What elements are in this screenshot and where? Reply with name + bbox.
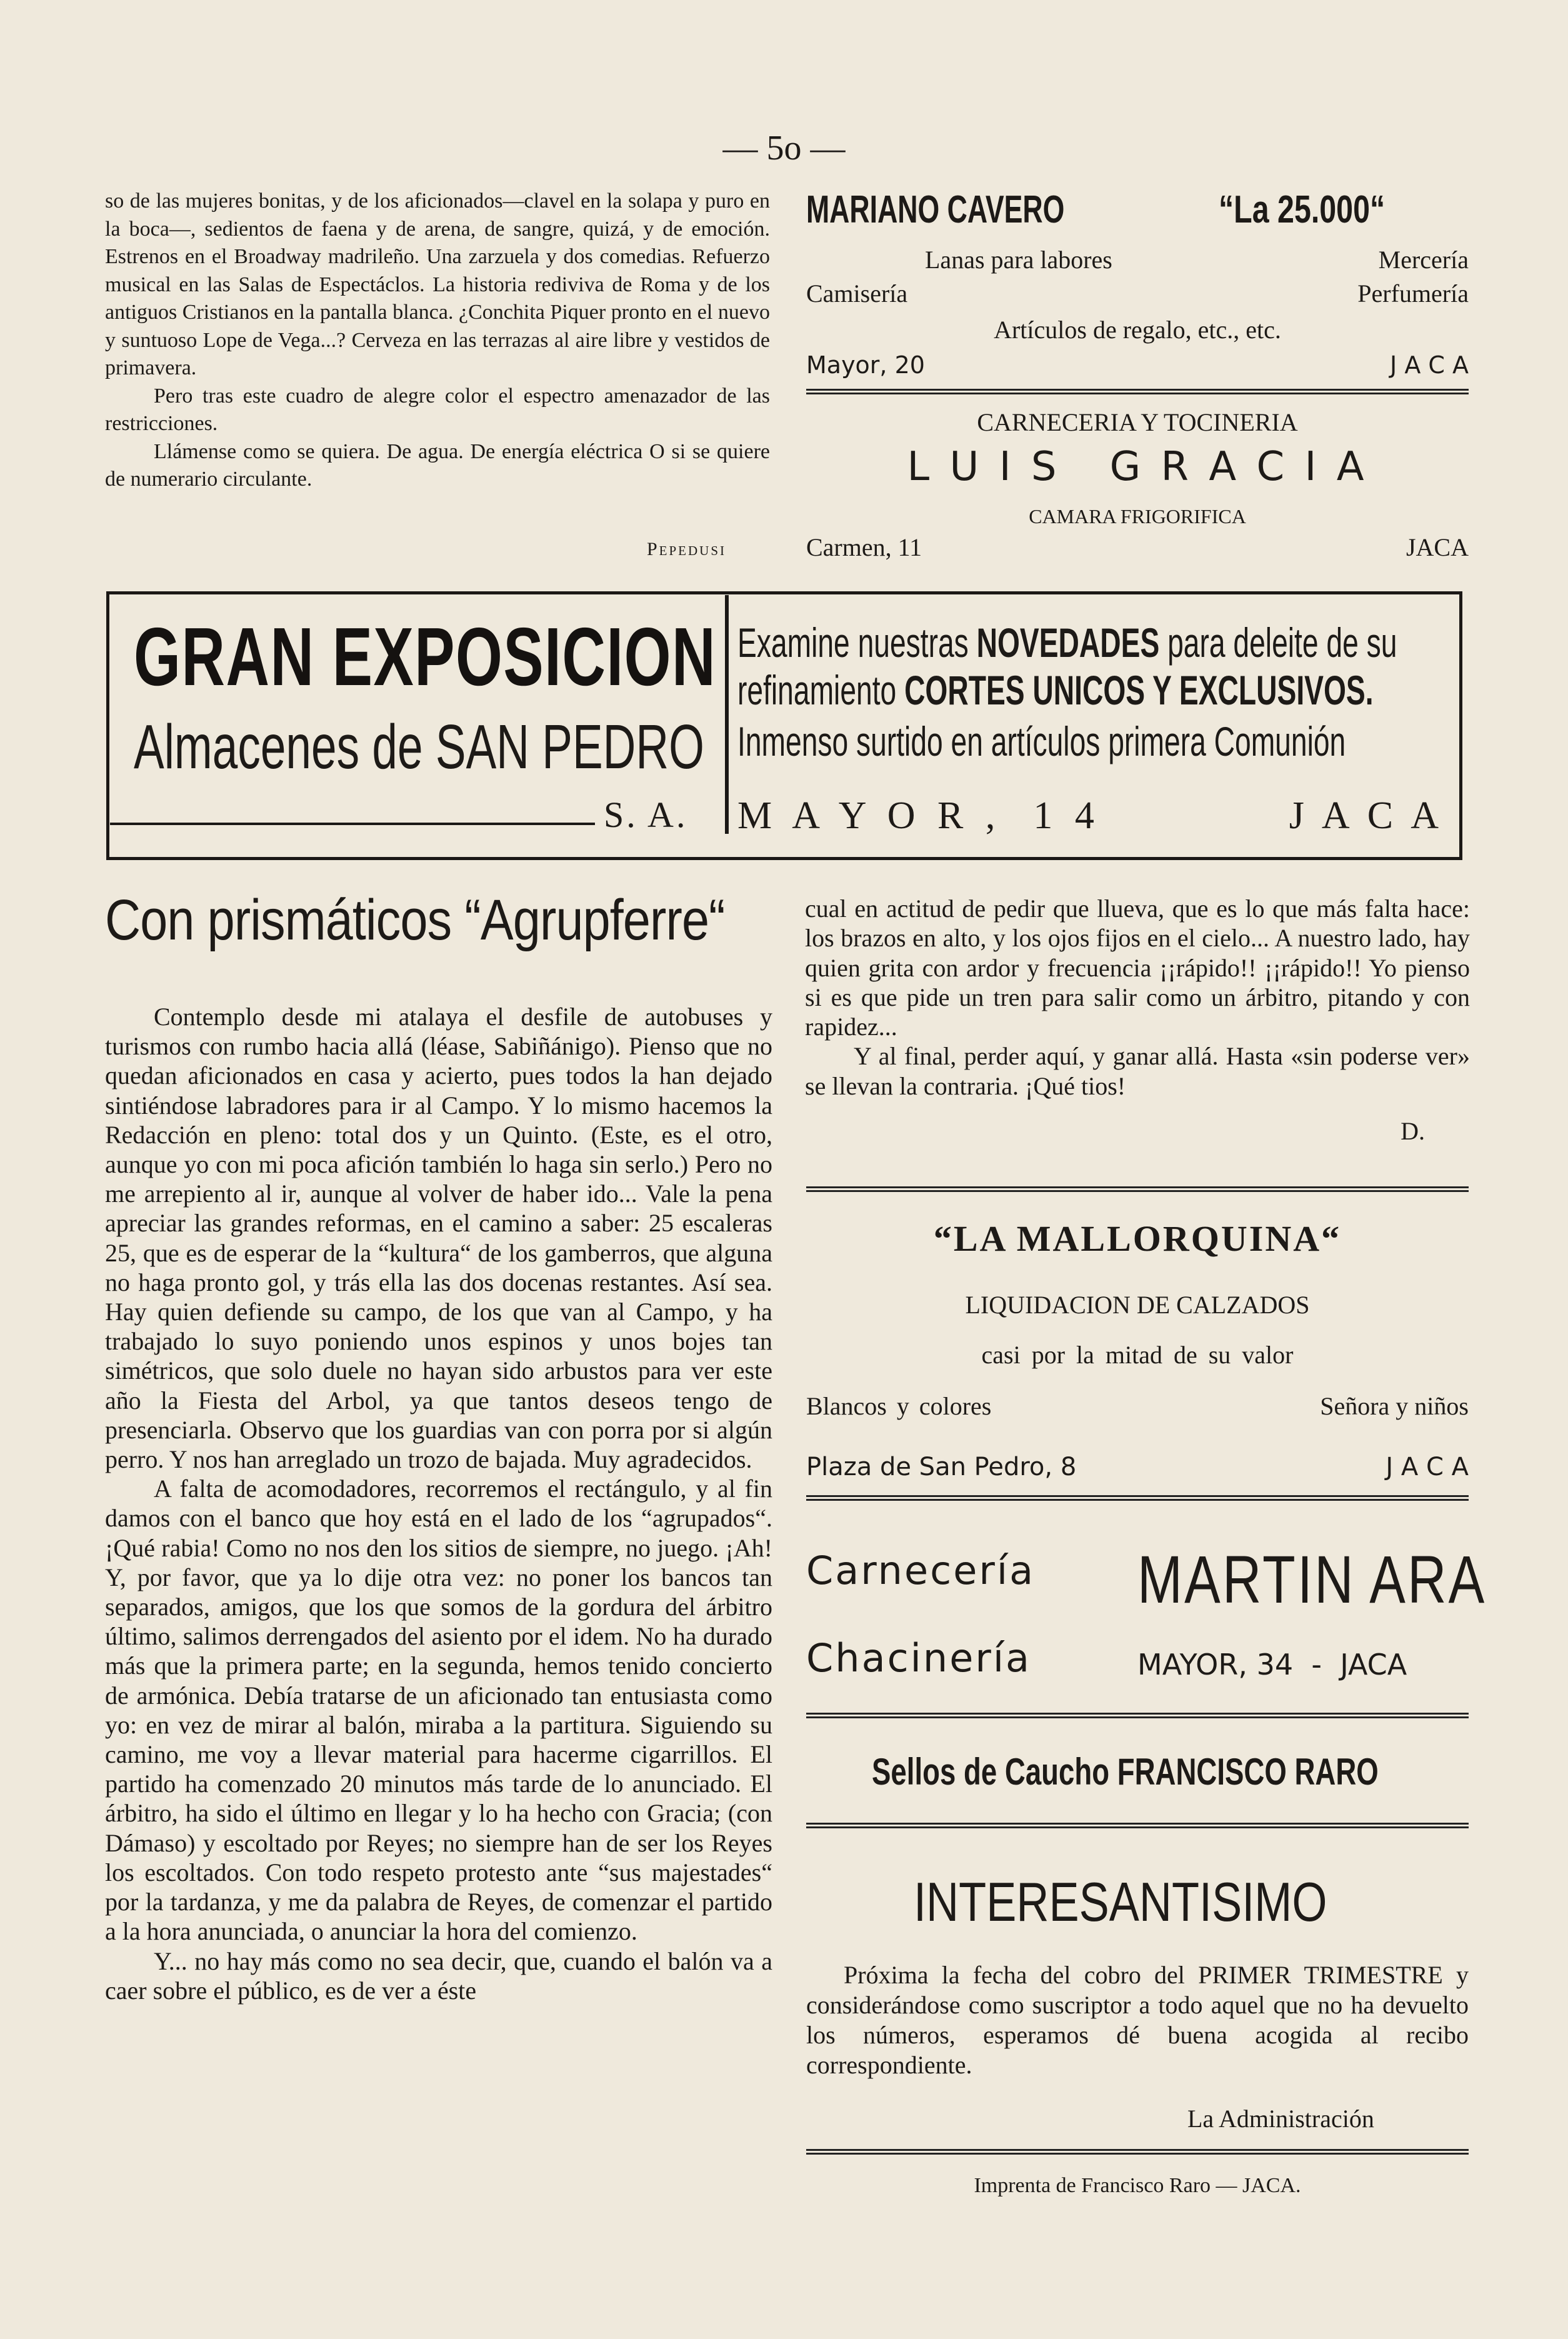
article-continuation-paragraph: Y al final, perder aquí, y ganar allá. Hasta «sin poderse ver» se llevan la contraria. ¡Qué tios! (805, 1042, 1470, 1100)
exposicion-divider (725, 595, 729, 834)
martin-name: MARTIN ARA (1137, 1541, 1487, 1617)
mallorquina-address: Plaza de San Pedro, 8 (806, 1453, 1077, 1481)
mallorquina-left: Blancos y colores (806, 1392, 992, 1420)
cavero-brand: “La 25.000“ (1219, 188, 1386, 231)
mallorquina-city: J A C A (1386, 1453, 1469, 1481)
divider-rule (806, 389, 1469, 394)
exposicion-line3: Inmenso surtido en artículos primera Comunión (737, 718, 1346, 764)
mallorquina-right: Señora y niños (1320, 1392, 1469, 1420)
divider-rule (806, 1186, 1469, 1192)
page-number: — 5o — (722, 129, 846, 168)
article-paragraph: A falta de acomodadores, recorremos el rectángulo, y al fin damos con el banco que hoy está en el lado de los “agrupados“. ¡Qué rabia! Como no nos den los sitios de siempre, no juego. ¡Ah! Y, por favor, que ya lo dije otra vez: no poner los bancos tan separados, amigos, que los que somos de la gordura del árbitro último, salimos derrengados del asiento por el idem. No ha durado más que la primera parte; en la segunda, hemos tenido concierto de armónica. Debía tratarse de un aficionado tan entusiasta como yo: en vez de mirar al balón, miraba a la partitura. Siguiendo su camino, me voy a llevar material para hacerme cigarrillos. El partido ha comenzado 20 minutos más tarde de lo anunciado. El árbitro, ha sido el último en llegar y lo ha hecho con Gracia; (con Dámaso) y escoltado por Reyes; no siempre han de ser los Reyes los escoltados. Con todo respeto protesto ante “sus majestades“ por la tardanza, y me da palabra de Reyes, de comenzar el partido a la hora anunciada, o anunciar la hora del comienzo. (105, 1475, 772, 1946)
article-continuation-paragraph: cual en actitud de pedir que llueva, que es lo que más falta hace: los brazos en alto, y los ojos fijos en el cielo... A nuestro lado, hay quien grita con ardor y frecuencia ¡¡rápido!! ¡¡rápido!! Yo pienso si es que pide un tren para salir como un árbitro, pitando y con rapidez... (805, 894, 1470, 1041)
divider-rule (806, 1823, 1469, 1828)
exposicion-store: Almacenes de SAN PEDRO (134, 712, 704, 782)
exposicion-footer-rule (110, 823, 595, 825)
left-top-paragraph: Pero tras este cuadro de alegre color el espectro amenazador de las restricciones. (105, 384, 770, 435)
exposicion-footer-city: J A C A (1289, 794, 1444, 837)
imprenta-footer: Imprenta de Francisco Raro — JACA. (974, 2174, 1301, 2197)
martin-line2: Chacinería (806, 1635, 1032, 1681)
interesantisimo-title: INTERESANTISIMO (914, 1871, 1327, 1933)
gracia-address: Carmen, 11 (806, 533, 922, 561)
cavero-city: J A C A (1390, 351, 1469, 379)
article-paragraph: Y... no hay más como no sea decir, que, cuando el balón va a caer sobre el público, es de ver a éste (105, 1946, 772, 2005)
exposicion-footer-sa: S. A. (604, 794, 688, 835)
exposicion-line1-a: Examine nuestras (737, 619, 977, 666)
article-paragraph: Contemplo desde mi atalaya el desfile de autobuses y turismos con rumbo hacia allá (léase, Sabiñánigo). Pienso que no quedan aficionados en casa y acierto, pues todos la han dejado sintiéndose labradores para ir al Campo. Y lo mismo hacemos la Redacción en pleno: total dos y un Quinto. (Este, es el otro, aunque yo con mi poca afición también lo haga sin serlo.) Pero no me arrepiento al ir, aunque al volver de haber ido... Vale la pena apreciar las grandes reformas, en el camino a saber: 25 escaleras 25, que es de esperar de la “kultura“ de los gamberros, que alguna no haga pronto gol, y trás ella las dos docenas restantes. Así sea. Hay quien defiende su campo, de los que van al Campo, y ha trabajado lo suyo poniendo unos espinos y unos bojes tan simétricos, que solo duele no hayan sido arbustos para ver este año la Fiesta del Arbol, ya que tantos deseos tengo de presenciarla. Observo que los guardias van con porra por si algún perro. Y nos han arreglado un trozo de bajada. Muy agradecidos. (105, 1003, 772, 1474)
divider-rule (806, 1713, 1469, 1718)
exposicion-line1-b: NOVEDADES (976, 619, 1160, 666)
divider-rule (806, 1495, 1469, 1501)
article-title: Con prismáticos “Agrupferre“ (105, 888, 725, 952)
cavero-name: MARIANO CAVERO (806, 188, 1065, 231)
exposicion-line1-c: para deleite de su (1159, 619, 1397, 666)
mallorquina-line2: casi por la mitad de su valor (981, 1341, 1294, 1369)
gracia-heading: CARNECERIA Y TOCINERIA (977, 408, 1298, 436)
cavero-line1-left: Lanas para labores (925, 246, 1112, 274)
interesantisimo-sign: La Administración (1187, 2105, 1374, 2133)
sellos-text: Sellos de Caucho FRANCISCO RARO (872, 1751, 1379, 1793)
martin-line1: Carnecería (806, 1548, 1036, 1593)
exposicion-line2-b: CORTES UNICOS Y EXCLUSIVOS. (904, 667, 1374, 713)
gracia-name: L U I S G R A C I A (907, 444, 1368, 490)
exposicion-title: GRAN EXPOSICION (134, 611, 717, 703)
article-body (105, 1002, 772, 2005)
exposicion-line2 (737, 666, 1374, 714)
divider-rule (806, 2149, 1469, 2155)
article-continuation (805, 894, 1470, 1101)
cavero-line1-right: Mercería (1378, 246, 1469, 274)
exposicion-line1 (737, 619, 1397, 666)
mallorquina-name: “LA MALLORQUINA“ (933, 1218, 1342, 1259)
martin-address: MAYOR, 34 - JACA (1137, 1648, 1407, 1681)
cavero-line2-left: Camisería (806, 279, 908, 308)
left-top-signature: Pepedusi (646, 539, 726, 559)
cavero-line3: Artículos de regalo, etc., etc. (994, 316, 1281, 344)
left-top-text (105, 188, 770, 494)
gracia-city: JACA (1406, 533, 1469, 561)
gracia-sub: CAMARA FRIGORIFICA (1029, 505, 1246, 528)
interesantisimo-body: Próxima la fecha del cobro del PRIMER TRIMESTRE y considerándose como suscriptor a todo aquel que no ha devuelto los números, esperamos dé buena acogida al recibo correspondiente. (806, 1961, 1469, 2079)
exposicion-footer-address: M A Y O R , 1 4 (737, 794, 1101, 837)
left-top-paragraph: Llámense como se quiera. De agua. De energía eléctrica O si se quiere de numerario circulante. (105, 439, 770, 491)
exposicion-line2-a: refinamiento (737, 667, 905, 713)
mallorquina-line1: LIQUIDACION DE CALZADOS (965, 1291, 1310, 1319)
left-top-paragraph: so de las mujeres bonitas, y de los aficionados—clavel en la solapa y puro en la boca—, sedientos de faena y de arena, de sangre, quizá, y de emoción. Estrenos en el Broadway madrileño. Una zarzuela y dos comedias. Refuerzo musical en las Salas de Espectáclos. La historia rediviva de Roma y de los antiguos Cristianos en la pantalla blanca. ¿Conchita Piquer pronto en el nuevo y suntuoso Lope de Vega...? Cerveza en las terrazas al aire libre y vestidos de primavera. (105, 189, 770, 379)
article-signature: D. (1401, 1117, 1425, 1145)
cavero-line2-right: Perfumería (1357, 279, 1469, 308)
cavero-address: Mayor, 20 (806, 351, 925, 379)
